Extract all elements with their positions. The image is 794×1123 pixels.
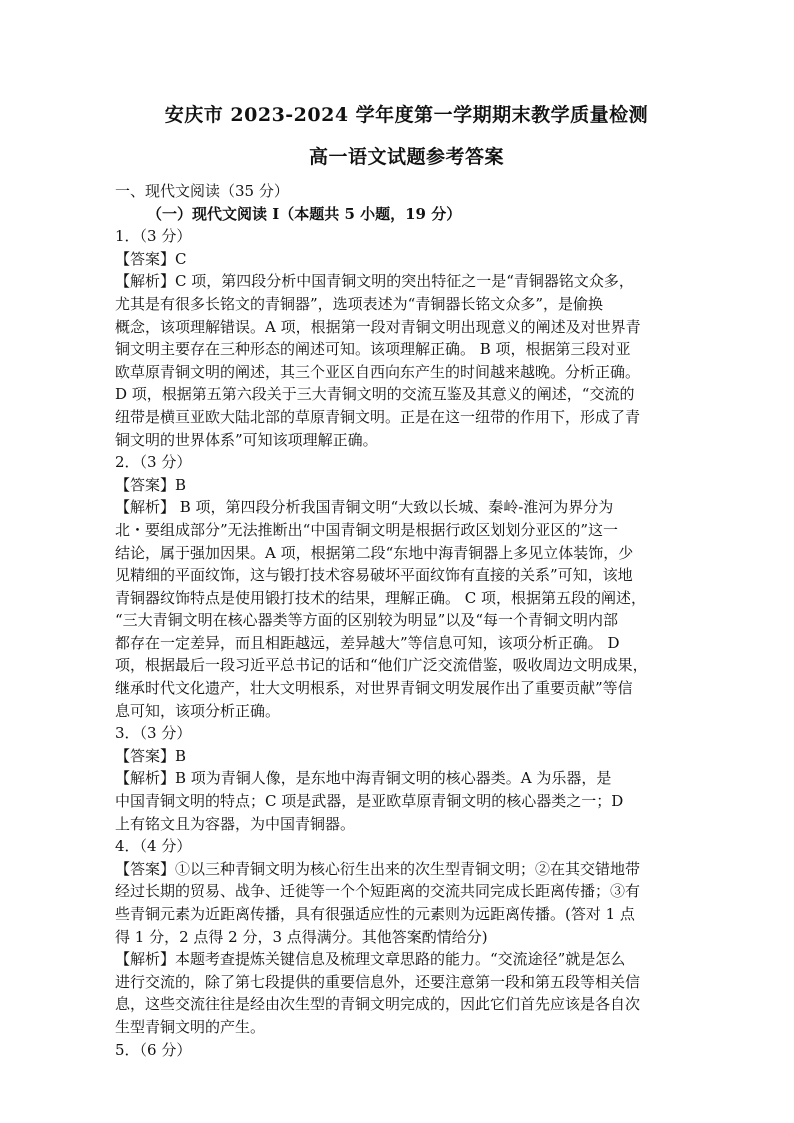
text-line: 【解析】C 项，第四段分析中国青铜文明的突出特征之一是“青铜器铭文众多，: [115, 272, 634, 291]
text-line: 【答案】①以三种青铜文明为核心衍生出来的次生型青铜文明；②在其交错地带: [115, 859, 641, 878]
text-line: 继承时代文化遗产，壮大文明根系，对世界青铜文明发展作出了重要贡献”等信: [115, 679, 633, 698]
text-line: 青铜器纹饰特点是使用锻打技术的结果，理解正确。 C 项，根据第五段的阐述，: [115, 588, 647, 607]
text-line: 【解析】 B 项，第四段分析我国青铜文明“大致以长城、秦岭-淮河为界分为: [115, 498, 614, 517]
text-line: 纽带是横亘亚欧大陆北部的草原青铜文明。正是在这一纽带的作用下，形成了青: [115, 407, 641, 426]
text-line: 【解析】本题考查提炼关键信息及梳理文章思路的能力。“交流途径”就是怎么: [115, 950, 626, 969]
text-line: 尤其是有很多长铭文的青铜器”，选项表述为“青铜器长铭文众多”，是偷换: [115, 294, 604, 313]
text-line: 概念，该项理解错误。A 项，根据第一段对青铜文明出现意义的阐述及对世界青: [115, 317, 641, 336]
text-line: 【答案】C: [115, 249, 187, 268]
text-line: 3．（3 分）: [115, 724, 192, 743]
text-line: 【答案】B: [115, 746, 187, 765]
text-line: 铜文明主要存在三种形态的阐述可知。该项理解正确。 B 项，根据第三段对亚: [115, 340, 631, 359]
text-line: 【答案】B: [115, 475, 187, 494]
text-line: 得 1 分，2 点得 2 分，3 点得满分。其他答案酌情给分): [115, 927, 488, 946]
text-line: 北・要组成部分”无法推断出“中国青铜文明是根据行政区划划分亚区的”这一: [115, 520, 619, 539]
text-line: 2．（3 分）: [115, 453, 192, 472]
text-line: D 项，根据第五第六段关于三大青铜文明的交流互鉴及其意义的阐述，“交流的: [115, 385, 635, 404]
text-line: “三大青铜文明在核心器类等方面的区别较为明显”以及“每一个青铜文明内部: [115, 611, 619, 630]
text-line: 欧草原青铜文明的阐述，其三个亚区自西向东产生的时间越来越晚。分析正确。: [115, 362, 641, 381]
text-line: 【解析】B 项为青铜人像，是东地中海青铜文明的核心器类。A 为乐器，是: [115, 769, 612, 788]
text-line: 4．（4 分）: [115, 837, 192, 856]
text-line: 中国青铜文明的特点；C 项是武器，是亚欧草原青铜文明的核心器类之一；D: [115, 792, 624, 811]
answer-content: [115, 225, 698, 1061]
text-line: 进行交流的，除了第七段提供的重要信息外，还要注意第一段和第五段等相关信: [115, 972, 641, 991]
text-line: 项，根据最后一段习近平总书记的话和“他们广泛交流借鉴，吸收周边文明成果，: [115, 656, 648, 675]
text-line: 1．（3 分）: [115, 227, 192, 246]
text-line: 结论，属于强加因果。A 项，根据第二段“东地中海青铜器上多见立体装饰，少: [115, 543, 634, 562]
text-line: 都存在一定差异，而且相距越远，差异越大”等信息可知，该项分析正确。 D: [115, 633, 620, 652]
text-line: 见精细的平面纹饰，这与锻打技术容易破坏平面纹饰有直接的关系”可知，该地: [115, 566, 633, 585]
text-line: 铜文明的世界体系”可知该项理解正确。: [115, 430, 378, 449]
section-heading: 一、现代文阅读（35 分）: [115, 182, 289, 200]
text-line: 息，这些交流往往是经由次生型的青铜文明完成的，因此它们首先应该是各自次: [115, 995, 641, 1014]
text-line: 经过长期的贸易、战争、迁徙等一个个短距离的交流共同完成长距离传播；③有: [115, 882, 641, 901]
subsection-heading: （一）现代文阅读 I（本题共 5 小题，19 分）: [147, 204, 462, 223]
document-title: 安庆市 2023-2024 学年度第一学期期末教学质量检测: [164, 104, 649, 126]
text-line: 息可知，该项分析正确。: [115, 701, 281, 720]
text-line: 5．（6 分）: [115, 1040, 192, 1059]
text-line: 上有铭文且为容器，为中国青铜器。: [115, 814, 356, 833]
text-line: 些青铜元素为近距离传播，具有很强适应性的元素则为远距离传播。(答对 1 点: [115, 905, 635, 923]
text-line: 生型青铜文明的产生。: [115, 1017, 266, 1036]
document-subtitle: 高一语文试题参考答案: [308, 146, 504, 168]
